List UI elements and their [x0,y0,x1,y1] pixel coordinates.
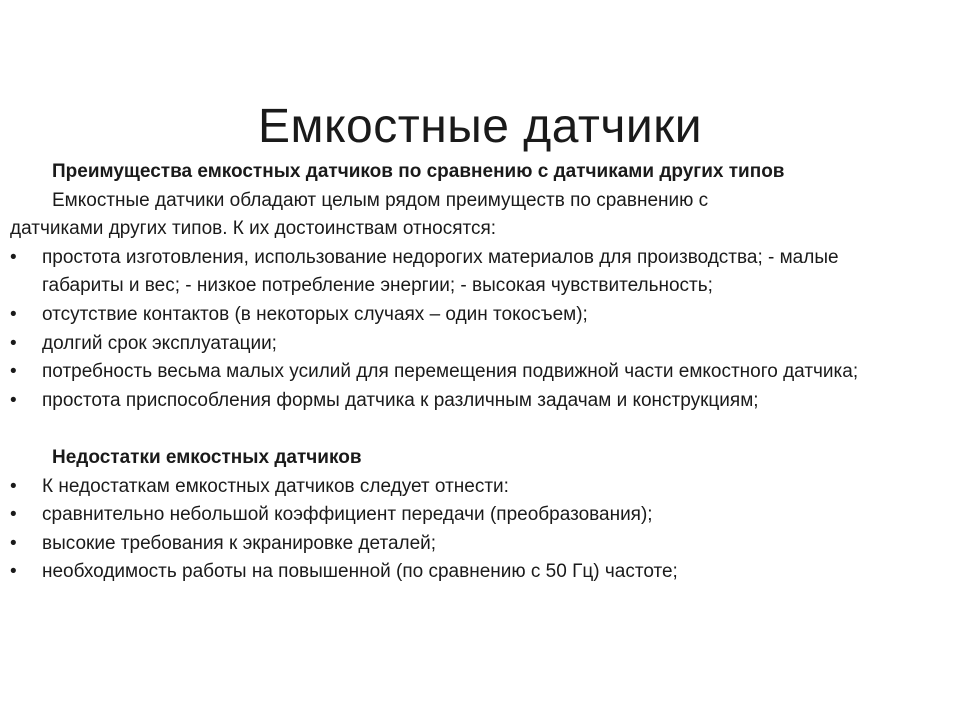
advantages-list [10,244,910,416]
bullet-icon: • [10,361,17,383]
list-item-text: высокие требования к экранировке деталей; [42,532,437,554]
bullet-icon: • [10,389,17,411]
list-item-text: потребность весьма малых усилий для перемещения подвижной части емкостного датчика; [42,361,859,383]
list-item [10,358,910,387]
list-item [10,558,910,587]
list-item-text: необходимость работы на повышенной (по сравнению с 50 Гц) частоте; [42,561,678,583]
list-item [10,530,910,559]
bullet-icon: • [10,475,17,497]
list-item-text: долгий срок эксплуатации; [42,332,277,354]
list-item [10,387,910,416]
list-item [10,301,910,330]
list-item-text: К недостаткам емкостных датчиков следует отнести: [42,475,509,497]
disadvantages-heading: Недостатки емкостных датчиков [52,446,362,468]
bullet-icon: • [10,303,17,325]
advantages-heading: Преимущества емкостных датчиков по сравнению с датчиками других типов [52,161,785,182]
section-spacer [10,415,910,444]
list-item [10,501,910,530]
bullet-icon: • [10,332,17,354]
bullet-icon: • [10,504,17,526]
list-item-text: простота приспособления формы датчика к различным задачам и конструкциям; [42,389,759,411]
list-item-text: простота изготовления, использование недорогих материалов для производства; - малые габариты и вес; - низкое потребление энергии; - высокая чувствительность; [42,246,839,297]
bullet-icon: • [10,561,17,583]
bullet-icon: • [10,246,17,268]
list-item [10,244,910,301]
list-item-text: сравнительно небольшой коэффициент передачи (преобразования); [42,504,653,526]
list-item-text: отсутствие контактов (в некоторых случаях – один токосъем); [42,303,588,325]
list-item [10,330,910,359]
slide-title: Емкостные датчики [257,100,703,154]
list-item [10,473,910,502]
advantages-intro-line-2: датчиками других типов. К их достоинствам относятся: [10,218,497,240]
disadvantages-list [10,473,910,587]
bullet-icon: • [10,532,17,554]
slide-content [10,158,910,587]
advantages-intro-line-1: Емкостные датчики обладают целым рядом преимуществ по сравнению с [52,189,709,211]
